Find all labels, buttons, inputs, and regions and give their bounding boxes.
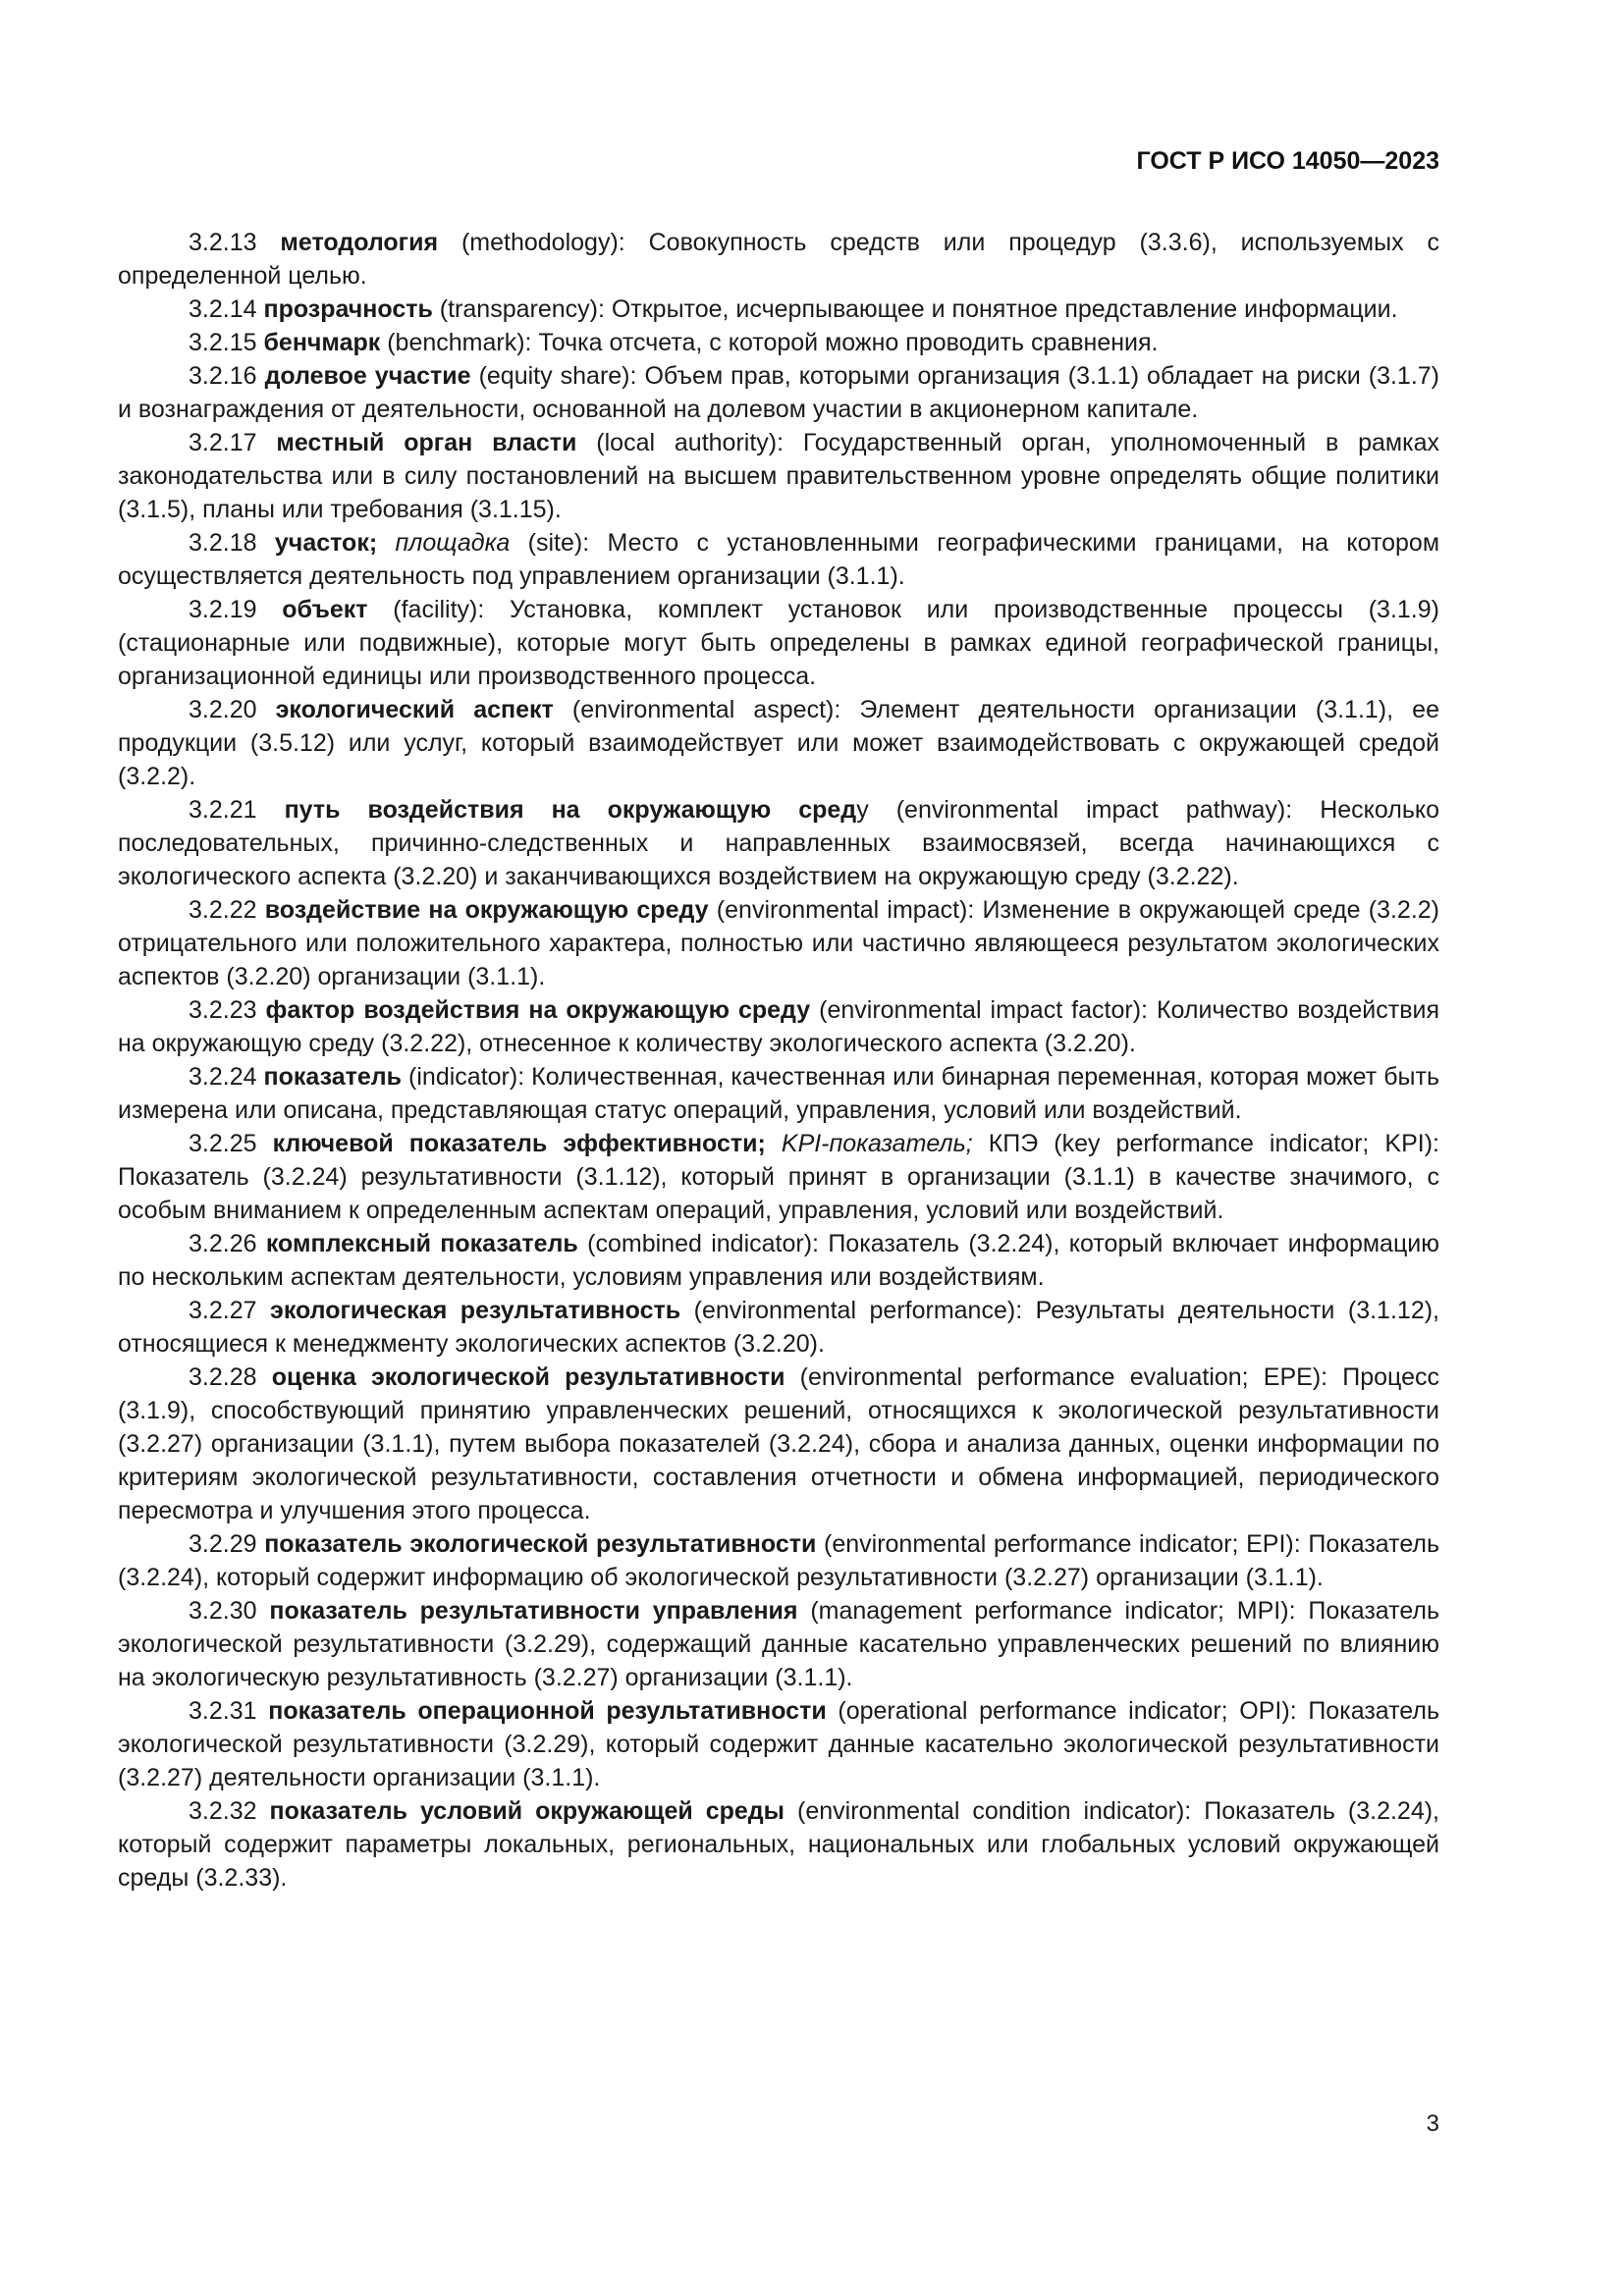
- entry-term: оценка экологической результативности: [271, 1363, 785, 1391]
- definition-entry: [118, 593, 1439, 693]
- definition-entry: [118, 1527, 1439, 1594]
- entry-term: воздействие на окружающую среду: [264, 896, 709, 924]
- entry-text: (site): Место с установленными географическими границами, на котором осуществляется деятельность под управлением организации (3.1.1).: [118, 529, 1440, 590]
- entry-term: экологический аспект: [275, 696, 554, 723]
- entry-text: (environmental aspect): Элемент деятельности организации (3.1.1), ее продукции (3.5.12) или услуг, который взаимодействует или может взаимодействовать с окружающей средой (3.2.2).: [118, 696, 1439, 790]
- definition-entry: [118, 1127, 1439, 1227]
- entry-number: 3.2.32: [189, 1797, 257, 1825]
- definition-entry: [118, 1294, 1439, 1361]
- entry-text: (equity share): Объем прав, которыми организация (3.1.1) обладает на риски (3.1.7) и вознаграждения от деятельности, основанной на долевом участии в акционерном капитале.: [118, 362, 1439, 423]
- entry-term: долевое участие: [264, 362, 471, 390]
- entry-text: (environmental performance): Результаты деятельности (3.1.12), относящиеся к менеджменту экологических аспектов (3.2.20).: [118, 1297, 1439, 1358]
- definition-entry: [118, 1227, 1439, 1294]
- entry-number: 3.2.29: [189, 1530, 257, 1558]
- entry-term: фактор воздействия на окружающую среду: [265, 996, 811, 1024]
- entry-number: 3.2.20: [189, 696, 257, 723]
- entry-text: (combined indicator): Показатель (3.2.24), который включает информацию по нескольким аспектам деятельности, условиям управления или воздействиям.: [118, 1230, 1439, 1291]
- definition-entry: [118, 426, 1439, 526]
- definition-entry: [118, 1694, 1439, 1794]
- entry-synonym: KPI-показатель;: [781, 1130, 973, 1157]
- entry-text: (facility): Установка, комплект установок или производственные процессы (3.1.9) (стационарные или подвижные), которые могут быть определены в рамках единой географической границы, организационной единицы или производственного процесса.: [118, 596, 1439, 690]
- definition-entry: [118, 693, 1439, 793]
- entry-number: 3.2.15: [189, 329, 257, 356]
- entry-text: (operational performance indicator; OPI): Показатель экологической результативности (3.2.29), который содержит данные касательно экологической результативности (3.2.27) деятельности организации (3.1.1).: [118, 1697, 1439, 1791]
- entry-number: 3.2.16: [189, 362, 257, 390]
- entry-number: 3.2.19: [189, 596, 257, 623]
- definition-entry: [118, 293, 1439, 326]
- definition-entry: [118, 359, 1439, 426]
- entry-number: 3.2.25: [189, 1130, 257, 1157]
- entry-synonym: площадка: [395, 529, 511, 557]
- definition-entry: [118, 893, 1439, 993]
- definition-entry: [118, 793, 1439, 893]
- entry-text: (transparency): Открытое, исчерпывающее и понятное представление информации.: [432, 295, 1398, 323]
- entry-text: (environmental impact): Изменение в окружающей среде (3.2.2) отрицательного или положительного характера, полностью или частично являющееся результатом экологических аспектов (3.2.20) организации (3.1.1).: [118, 896, 1439, 990]
- entry-text: у (environmental impact pathway): Несколько последовательных, причинно-следственных и направленных взаимосвязей, всегда начинающихся с экологического аспекта (3.2.20) и заканчивающихся воздействием на окружающую среду (3.2.22).: [118, 796, 1439, 890]
- entry-text: (indicator): Количественная, качественная или бинарная переменная, которая может быть измерена или описана, представляющая статус операций, управления, условий или воздействий.: [118, 1063, 1439, 1124]
- entry-number: 3.2.27: [189, 1297, 257, 1324]
- standard-header: ГОСТ Р ИСО 14050—2023: [1136, 147, 1439, 175]
- entry-number: 3.2.31: [189, 1697, 257, 1725]
- entry-text: (environmental performance indicator; EPI): Показатель (3.2.24), который содержит информацию об экологической результативности (3.2.27) организации (3.1.1).: [118, 1530, 1439, 1591]
- definitions-body: [118, 226, 1439, 1895]
- entry-term: путь воздействия на окружающую сред: [284, 796, 857, 824]
- entry-number: 3.2.13: [189, 229, 257, 256]
- entry-term: показатель экологической результативности: [264, 1530, 817, 1558]
- entry-text: (environmental impact factor): Количество воздействия на окружающую среду (3.2.22), отнесенное к количеству экологического аспекта (3.2.20).: [118, 996, 1439, 1057]
- definition-entry: [118, 1794, 1439, 1895]
- definition-entry: [118, 1361, 1439, 1527]
- entry-text: (environmental performance evaluation; EPE): Процесс (3.1.9), способствующий принятию управленческих решений, относящихся к экологической результативности (3.2.27) организации (3.1.1), путем выбора показателей (3.2.24), сбора и анализа данных, оценки информации по критериям экологической результативности, составления отчетности и обмена информацией, периодического пересмотра и улучшения этого процесса.: [118, 1363, 1439, 1524]
- entry-term: показатель операционной результативности: [268, 1697, 827, 1725]
- entry-number: 3.2.23: [189, 996, 257, 1024]
- entry-term: показатель: [263, 1063, 403, 1091]
- entry-term: местный орган власти: [276, 429, 577, 456]
- entry-term: показатель результативности управления: [269, 1597, 798, 1625]
- entry-term: бенчмарк: [263, 329, 381, 356]
- entry-term: ключевой показатель эффективности;: [272, 1130, 766, 1157]
- entry-number: 3.2.17: [189, 429, 257, 456]
- entry-number: 3.2.28: [189, 1363, 257, 1391]
- entry-number: 3.2.14: [189, 295, 257, 323]
- entry-text: КПЭ (key performance indicator; KPI): Показатель (3.2.24) результативности (3.1.12), который принят в организации (3.1.1) в качестве значимого, с особым вниманием к определенным аспектам операций, управления, условий или воздействий.: [118, 1130, 1439, 1224]
- definition-entry: [118, 1060, 1439, 1127]
- entry-term: методология: [280, 229, 439, 256]
- entry-term: экологическая результативность: [270, 1297, 681, 1324]
- definition-entry: [118, 526, 1439, 593]
- entry-number: 3.2.26: [189, 1230, 257, 1257]
- entry-number: 3.2.24: [189, 1063, 257, 1091]
- entry-term: комплексный показатель: [265, 1230, 578, 1257]
- entry-term: прозрачность: [263, 295, 433, 323]
- definition-entry: [118, 226, 1439, 293]
- entry-text: (methodology): Совокупность средств или процедур (3.3.6), используемых с определенной целью.: [118, 229, 1439, 290]
- entry-number: 3.2.22: [189, 896, 257, 924]
- entry-text: (environmental condition indicator): Показатель (3.2.24), который содержит параметры локальных, региональных, национальных или глобальных условий окружающей среды (3.2.33).: [118, 1797, 1439, 1892]
- entry-term: показатель условий окружающей среды: [269, 1797, 785, 1825]
- entry-text: (local authority): Государственный орган, уполномоченный в рамках законодательства или в силу постановлений на высшем правительственном уровне определять общие политики (3.1.5), планы или требования (3.1.15).: [118, 429, 1439, 523]
- entry-text: (benchmark): Точка отсчета, с которой можно проводить сравнения.: [380, 329, 1159, 356]
- entry-term: участок;: [274, 529, 378, 557]
- entry-number: 3.2.21: [189, 796, 257, 824]
- entry-term: объект: [282, 596, 368, 623]
- definition-entry: [118, 993, 1439, 1060]
- page-number: 3: [1426, 2110, 1439, 2137]
- entry-number: 3.2.30: [189, 1597, 257, 1625]
- definition-entry: [118, 326, 1439, 359]
- entry-number: 3.2.18: [189, 529, 257, 557]
- definition-entry: [118, 1594, 1439, 1694]
- entry-text: (management performance indicator; MPI): Показатель экологической результативности (3.2.29), содержащий данные касательно управленческих решений по влиянию на экологическую результативность (3.2.27) организации (3.1.1).: [118, 1597, 1439, 1691]
